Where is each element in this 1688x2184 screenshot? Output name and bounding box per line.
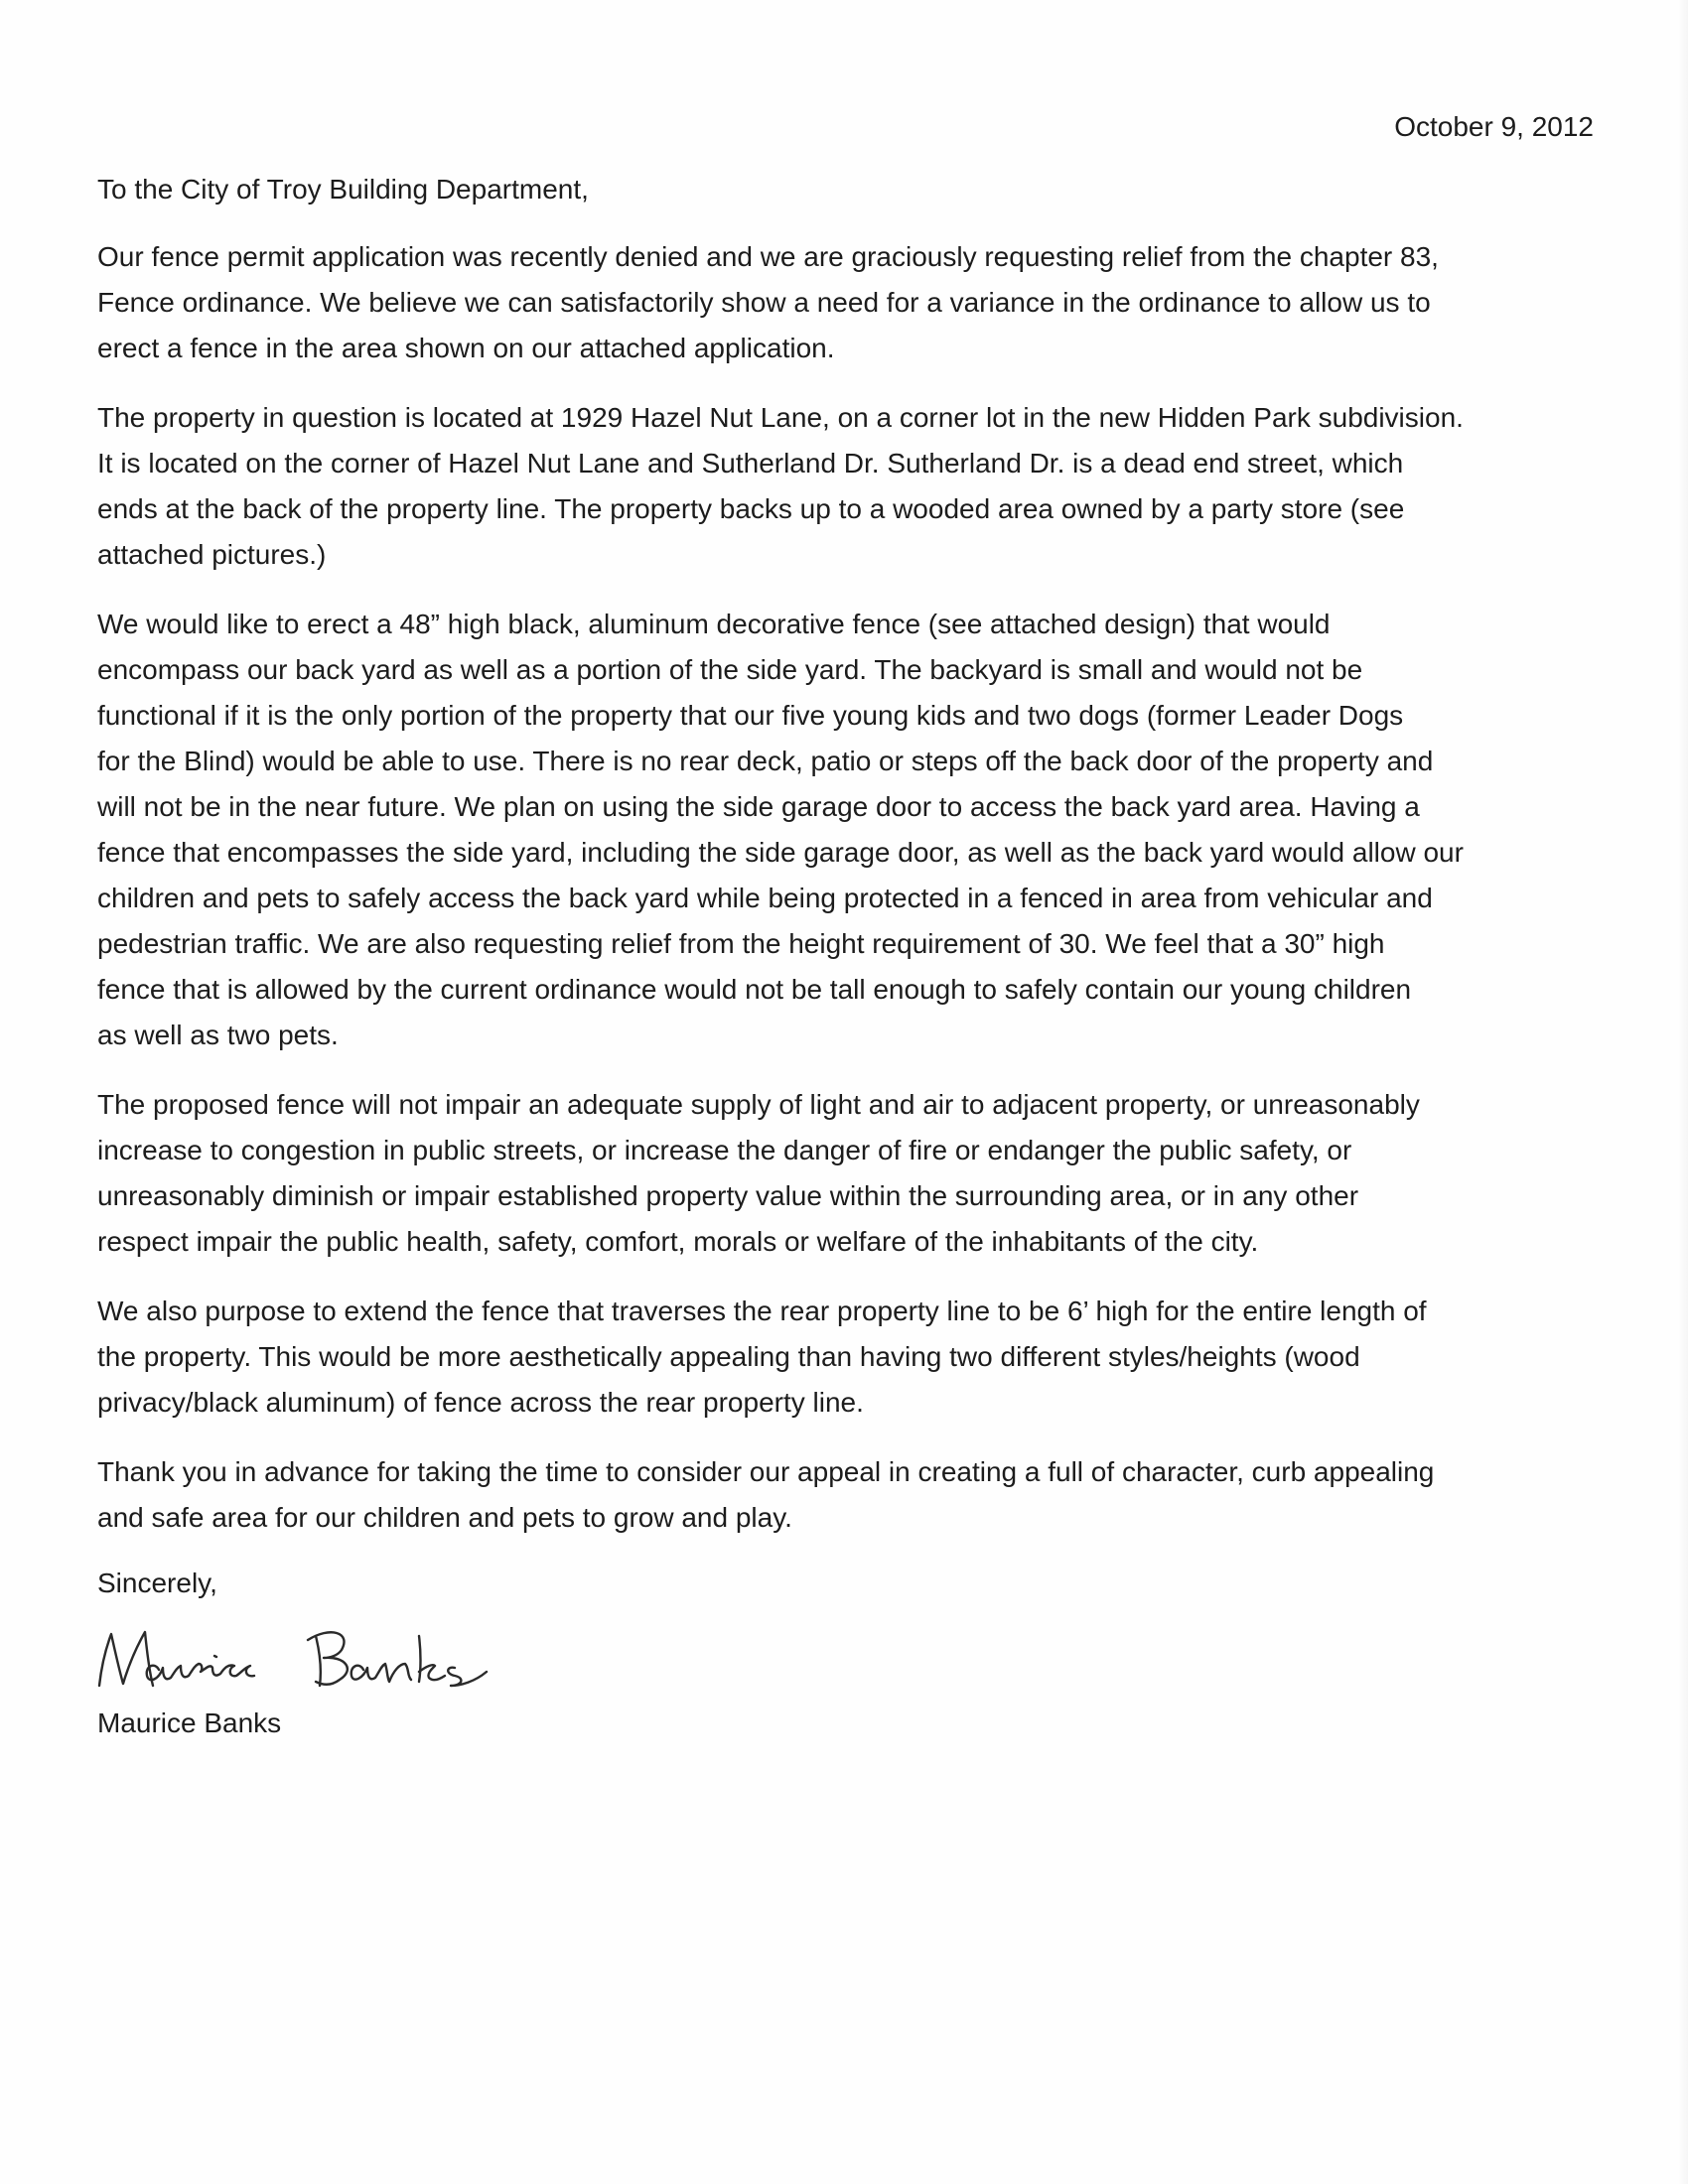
paragraph-line: fence that is allowed by the current ordinance would not be tall enough to safely contain our young children bbox=[97, 974, 1412, 1005]
signer-name: Maurice Banks bbox=[97, 1707, 282, 1738]
paragraph-line: as well as two pets. bbox=[97, 1020, 339, 1050]
paragraph-line: We also purpose to extend the fence that traverses the rear property line to be 6’ high for the entire length of bbox=[97, 1296, 1427, 1326]
paragraph-line: ends at the back of the property line. The property backs up to a wooded area owned by a party store (see bbox=[97, 493, 1405, 524]
paragraph-line: the property. This would be more aesthetically appealing than having two different styles/heights (wood bbox=[97, 1341, 1360, 1372]
scan-edge-shadow bbox=[1678, 0, 1688, 2184]
paragraph-line: fence that encompasses the side yard, including the side garage door, as well as the back yard would allow our bbox=[97, 837, 1464, 868]
paragraph-line: respect impair the public health, safety, comfort, morals or welfare of the inhabitants of the city. bbox=[97, 1226, 1259, 1257]
paragraph-line: and safe area for our children and pets to grow and play. bbox=[97, 1502, 792, 1533]
paragraph-permit-denied bbox=[97, 234, 1621, 371]
paragraph-impact-statement bbox=[97, 1082, 1621, 1265]
paragraph-line: It is located on the corner of Hazel Nut Lane and Sutherland Dr. Sutherland Dr. is a dead end street, which bbox=[97, 448, 1404, 478]
paragraph-thank-you bbox=[97, 1449, 1621, 1541]
letter-date: October 9, 2012 bbox=[1394, 111, 1594, 142]
paragraph-property-location bbox=[97, 395, 1621, 578]
paragraph-line: Our fence permit application was recently denied and we are graciously requesting relief from the chapter 83, bbox=[97, 241, 1439, 272]
paragraph-rear-fence bbox=[97, 1289, 1621, 1426]
paragraph-line: children and pets to safely access the back yard while being protected in a fenced in area from vehicular and bbox=[97, 883, 1433, 913]
paragraph-line: pedestrian traffic. We are also requesting relief from the height requirement of 30. We feel that a 30” high bbox=[97, 928, 1385, 959]
paragraph-line: attached pictures.) bbox=[97, 539, 327, 570]
paragraph-line: unreasonably diminish or impair established property value within the surrounding area, or in any other bbox=[97, 1180, 1359, 1211]
paragraph-line: for the Blind) would be able to use. There is no rear deck, patio or steps off the back door of the property and bbox=[97, 746, 1434, 776]
paragraph-line: The proposed fence will not impair an adequate supply of light and air to adjacent property, or unreasonably bbox=[97, 1089, 1420, 1120]
paragraph-line: functional if it is the only portion of the property that our five young kids and two dogs (former Leader Dogs bbox=[97, 700, 1404, 731]
paragraph-line: erect a fence in the area shown on our attached application. bbox=[97, 333, 835, 363]
paragraph-line: Fence ordinance. We believe we can satisfactorily show a need for a variance in the ordinance to allow us to bbox=[97, 287, 1431, 318]
paragraph-line: increase to congestion in public streets, or increase the danger of fire or endanger the public safety, or bbox=[97, 1135, 1352, 1165]
handwritten-signature bbox=[85, 1612, 562, 1702]
paragraph-line: We would like to erect a 48” high black, aluminum decorative fence (see attached design) that would bbox=[97, 609, 1331, 639]
salutation: To the City of Troy Building Department, bbox=[97, 174, 589, 205]
paragraph-fence-request bbox=[97, 602, 1621, 1058]
letter-body bbox=[97, 171, 1621, 1741]
paragraph-line: The property in question is located at 1929 Hazel Nut Lane, on a corner lot in the new Hidden Park subdivision. bbox=[97, 402, 1464, 433]
paragraph-line: will not be in the near future. We plan on using the side garage door to access the back yard area. Having a bbox=[97, 791, 1420, 822]
paragraph-line: Thank you in advance for taking the time to consider our appeal in creating a full of character, curb appealing bbox=[97, 1456, 1435, 1487]
paragraph-line: encompass our back yard as well as a portion of the side yard. The backyard is small and would not be bbox=[97, 654, 1363, 685]
closing: Sincerely, bbox=[97, 1568, 217, 1598]
paragraph-line: privacy/black aluminum) of fence across the rear property line. bbox=[97, 1387, 864, 1418]
